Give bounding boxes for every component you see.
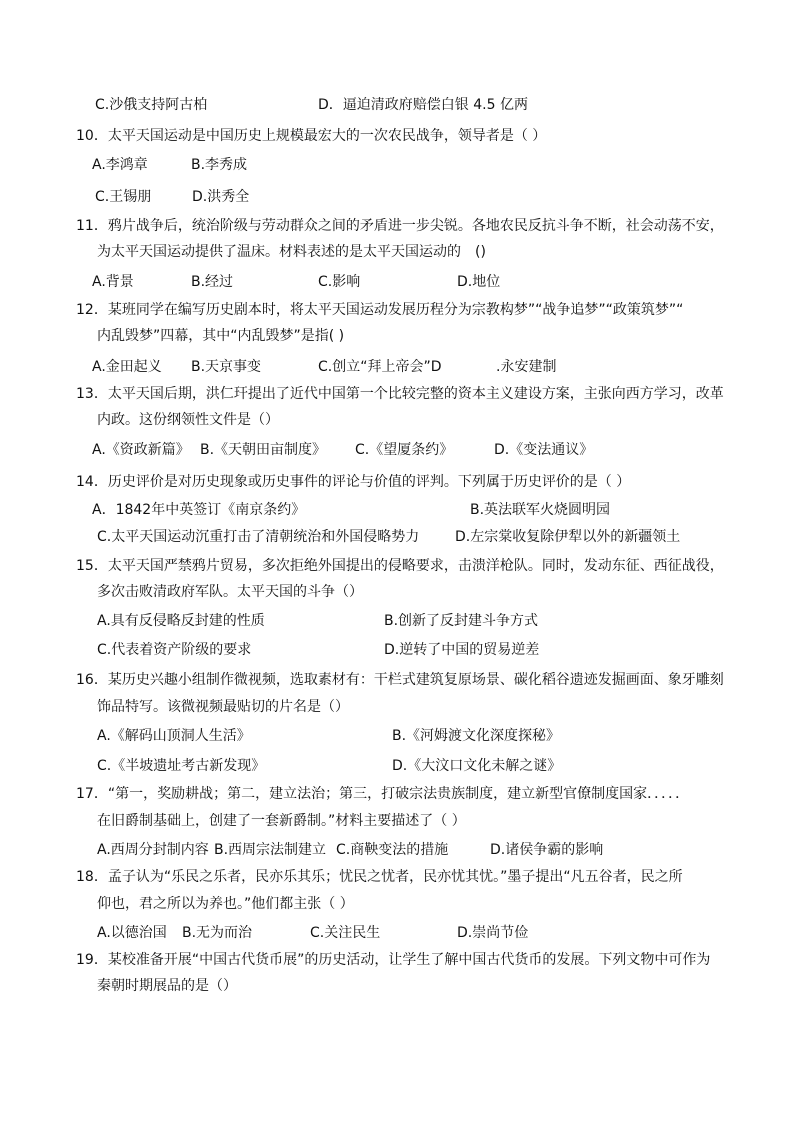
q10-option-c: C.王锡朋 [95, 189, 152, 205]
q10-option-a: A.李鸿章 [92, 157, 148, 173]
q15-option-d: D.逆转了中国的贸易逆差 [384, 642, 540, 658]
q18-stem-line2: 仰也，君之所以为养也。”他们都主张（ ） [97, 896, 354, 912]
q13-option-a: A.《资政新篇》 [92, 442, 190, 458]
q9-option-c: C.沙俄支持阿古柏 [95, 97, 208, 113]
q18-option-d: D.崇尚节俭 [457, 925, 529, 941]
q17-option-a: A.西周分封制内容 [97, 842, 209, 858]
q11-stem-line1: 11．鸦片战争后，统治阶级与劳动群众之间的矛盾进一步尖锐。各地农民反抗斗争不断，社会动荡不安， [76, 218, 724, 234]
q14-option-c: C.太平天国运动沉重打击了清朝统治和外国侵略势力 [97, 529, 420, 545]
q12-option-d: .永安建制 [496, 359, 557, 375]
q15-stem-line1: 15．太平天国严禁鸦片贸易，多次拒绝外国提出的侵略要求，击溃洋枪队。同时，发动东征、西征战役， [76, 558, 724, 574]
q12-option-c: C.创立“拜上帝会”D [318, 359, 442, 375]
q18-option-c: C.关注民生 [310, 925, 381, 941]
q16-stem-line2: 饰品特写。该微视频最贴切的片名是（） [97, 699, 349, 715]
q12-stem-line1: 12．某班同学在编写历史剧本时，将太平天国运动发展历程分为宗教构梦”“战争追梦”“政策筑梦”“ [76, 302, 684, 318]
q15-option-b: B.创新了反封建斗争方式 [384, 613, 539, 629]
q17-option-d: D.诸侯争霸的影响 [490, 842, 604, 858]
q16-stem-line1: 16．某历史兴趣小组制作微视频，选取素材有：干栏式建筑复原场景、碳化稻谷遗迹发掘画面、象牙雕刻 [76, 672, 724, 688]
q13-option-c: C.《望厦条约》 [355, 442, 454, 458]
q14-option-b: B.英法联军火烧圆明园 [470, 502, 611, 518]
q17-stem-line1: 17．“第一，奖励耕战；第二，建立法治；第三，打破宗法贵族制度，建立新型官僚制度国家．．．．． [76, 786, 690, 802]
q15-stem-line2: 多次击败清政府军队。太平天国的斗争（） [97, 584, 363, 600]
q18-option-b: B.无为而治 [182, 925, 253, 941]
q19-stem-line1: 19．某校准备开展“中国古代货币展”的历史活动，让学生了解中国古代货币的发展。下列文物中可作为 [76, 952, 711, 968]
q14-option-a: A．1842年中英签订《南京条约》 [92, 502, 306, 518]
q15-option-a: A.具有反侵略反封建的性质 [97, 613, 265, 629]
q11-stem-line2: 为太平天国运动提供了温床。材料表述的是太平天国运动的 () [97, 244, 486, 260]
q16-option-a: A.《解码山顶洞人生活》 [97, 728, 251, 744]
q16-option-b: B.《河姆渡文化深度探秘》 [392, 728, 561, 744]
q13-option-b: B.《天朝田亩制度》 [200, 442, 327, 458]
q11-option-d: D.地位 [457, 274, 501, 290]
q18-option-a: A.以德治国 [97, 925, 167, 941]
q10-stem: 10．太平天国运动是中国历史上规模最宏大的一次农民战争，领导者是（ ） [76, 128, 547, 144]
q13-stem-line2: 内政。这份纲领性文件是（） [97, 412, 279, 428]
q17-option-c: C.商鞅变法的措施 [336, 842, 449, 858]
q16-option-c: C.《半坡遗址考古新发现》 [97, 758, 266, 774]
q17-stem-line2: 在旧爵制基础上，创建了一套新爵制。”材料主要描述了（ ） [97, 813, 466, 829]
q9-option-d: D．逼迫清政府赔偿白银 4.5 亿两 [318, 97, 528, 113]
q14-stem: 14．历史评价是对历史现象或历史事件的评论与价值的评判。下列属于历史评价的是（ ） [76, 474, 631, 490]
q19-stem-line2: 秦朝时期展品的是（） [97, 978, 237, 994]
q17-option-b: B.西周宗法制建立 [214, 842, 327, 858]
q11-option-a: A.背景 [92, 274, 134, 290]
q13-option-d: D.《变法通议》 [494, 442, 594, 458]
q15-option-c: C.代表着资产阶级的要求 [97, 642, 252, 658]
q14-option-d: D.左宗棠收复除伊犁以外的新疆领土 [455, 529, 681, 545]
q18-stem-line1: 18．孟子认为“乐民之乐者，民亦乐其乐；忧民之忧者，民亦忧其忧。”墨子提出“凡五谷者，民之所 [76, 869, 683, 885]
q12-option-a: A.金田起义 [92, 359, 162, 375]
q12-stem-line2: 内乱毁梦”四幕，其中“内乱毁梦”是指( ) [97, 328, 345, 344]
q16-option-d: D.《大汶口文化未解之谜》 [392, 758, 562, 774]
q10-option-d: D.洪秀全 [192, 189, 250, 205]
q10-option-b: B.李秀成 [191, 157, 248, 173]
q11-option-c: C.影响 [318, 274, 361, 290]
q13-stem-line1: 13．太平天国后期，洪仁玕提出了近代中国第一个比较完整的资本主义建设方案，主张向西方学习，改革 [76, 386, 724, 402]
q11-option-b: B.经过 [191, 274, 234, 290]
q12-option-b: B.天京事变 [191, 359, 262, 375]
